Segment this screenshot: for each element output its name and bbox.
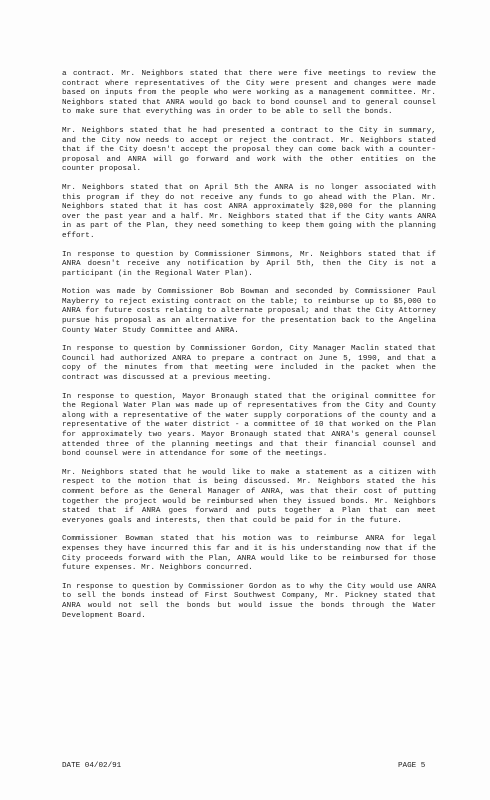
paragraph-5: Motion was made by Commissioner Bob Bowman and seconded by Commissioner Paul Mayberry to reject existing contract on the table; to reimburse up to $5,000 to ANRA for future costs relating to alternate proposal; and that the City Attorney pursue his proposal as an alternative for the presentation back to the Angelina County Water Study Committee and ANRA.	[62, 288, 436, 335]
paragraph-10: In response to question by Commissioner Gordon as to why the City would use ANRA to sell the bonds instead of First Southwest Company, Mr. Pickney stated that ANRA would not sell the bonds but would issue the bonds through the Water Development Board.	[62, 582, 436, 620]
paragraph-7: In response to question, Mayor Bronaugh stated that the original committee for the Regional Water Plan was made up of representatives from the City and County along with a representative of the water supply corporations of the county and a representative of the water district - a committee of 10 that worked on the Plan for approximately two years. Mayor Bronaugh stated that ANRA's general counsel attended three of the planning meetings and that their financial counsel and bond counsel were in attendance for some of the meetings.	[62, 392, 436, 459]
paragraph-4: In response to question by Commissioner Simmons, Mr. Neighbors stated that if ANRA doesn't receive any notification by April 5th, then the City is not a participant (in the Regional Water Plan).	[62, 250, 436, 278]
paragraph-2: Mr. Neighbors stated that he had presented a contract to the City in summary, and the City now needs to accept or reject the contract. Mr. Neighbors stated that if the City doesn't accept the proposal they can come back with a counter-proposal and ANRA will go forward and work with the other entities on the counter proposal.	[62, 126, 436, 174]
minutes-body	[62, 70, 436, 630]
footer-date: DATE 04/02/91	[62, 762, 122, 770]
paragraph-1: a contract. Mr. Neighbors stated that there were five meetings to review the contract where representatives of the City were present and changes were made based on inputs from the people who were working as a management committee. Mr. Neighbors stated that ANRA would go back to bond counsel and to general counsel to make sure that everything was in order to be able to sell the bonds.	[62, 70, 436, 117]
paragraph-3: Mr. Neighbors stated that on April 5th the ANRA is no longer associated with this program if they do not receive any funds to go ahead with the Plan. Mr. Neighbors stated that it has cost ANRA approximately $20,000 for the planning over the past year and a half. Mr. Neighbors stated that if the City wants ANRA in as part of the Plan, they need something to keep them going with the planning effort.	[62, 183, 436, 240]
footer-page-number: PAGE 5	[398, 762, 426, 770]
paragraph-8: Mr. Neighbors stated that he would like to make a statement as a citizen with respect to the motion that is being discussed. Mr. Neighbors stated the his comment before as the General Manager of ANRA, was that their cost of putting together the project would be reimbursed when they issued bonds. Mr. Neighbors stated that if ANRA goes forward and puts together a Plan that can meet everyones goals and interests, then that could be paid for in the future.	[62, 468, 436, 525]
paragraph-9: Commissioner Bowman stated that his motion was to reimburse ANRA for legal expenses they have incurred this far and it is his understanding now that if the City proceeds forward with the Plan, ANRA would like to be reimbursed for those future expenses. Mr. Neighbors concurred.	[62, 535, 436, 573]
paragraph-6: In response to question by Commissioner Gordon, City Manager Maclin stated that Council had authorized ANRA to prepare a contract on June 5, 1990, and that a copy of the minutes from that meeting were included in the packet when the contract was discussed at a previous meeting.	[62, 345, 436, 383]
